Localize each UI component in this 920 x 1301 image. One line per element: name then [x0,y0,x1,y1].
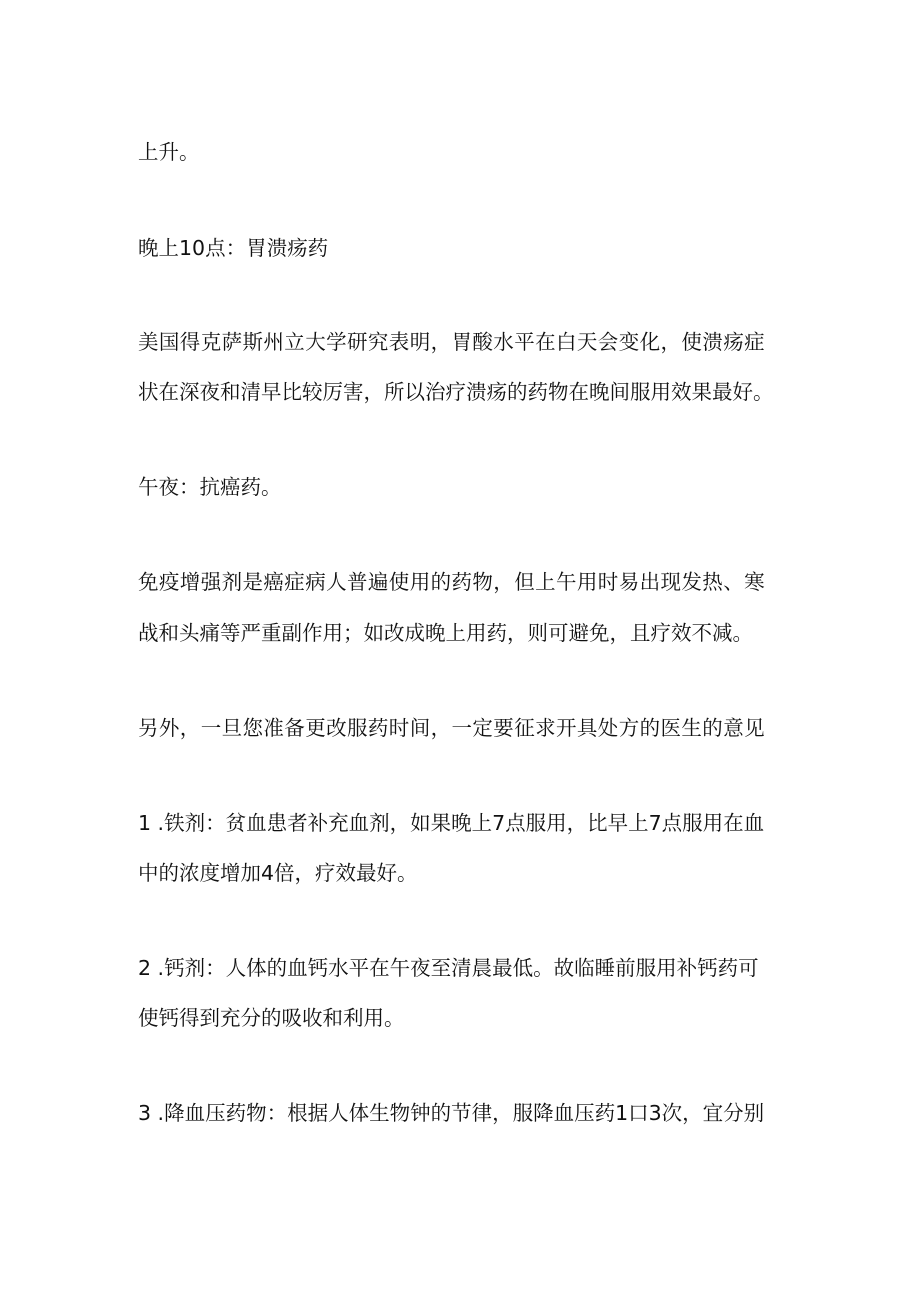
list-item-line: 使钙得到充分的吸收和利用。 [138,1006,405,1030]
list-item-line: 2 .钙剂：人体的血钙水平在午夜至清晨最低。故临睡前服用补钙药可 [138,956,759,980]
paragraph-line: 另外，一旦您准备更改服药时间，一定要征求开具处方的医生的意见 [138,716,765,740]
section-heading: 午夜：抗癌药。 [138,475,282,499]
paragraph-line: 免疫增强剂是癌症病人普遍使用的药物，但上午用时易出现发热、寒 [138,570,765,594]
list-item-line: 1 .铁剂：贫血患者补充血剂，如果晚上7点服用，比早上7点服用在血 [138,811,765,835]
paragraph-line: 上升。 [138,140,200,164]
paragraph-line: 战和头痛等严重副作用；如改成晚上用药，则可避免，且疗效不减。 [138,621,753,645]
section-heading: 晚上10点：胃溃疡药 [138,236,329,260]
paragraph-line: 状在深夜和清早比较厉害，所以治疗溃疡的药物在晚间服用效果最好。 [138,380,774,404]
list-item-line: 中的浓度增加4倍，疗效最好。 [138,861,418,885]
paragraph-line: 美国得克萨斯州立大学研究表明，胃酸水平在白天会变化，使溃疡症 [138,330,765,354]
list-item-line: 3 .降血压药物：根据人体生物钟的节律，服降血压药1口3次，宜分别 [138,1101,765,1125]
